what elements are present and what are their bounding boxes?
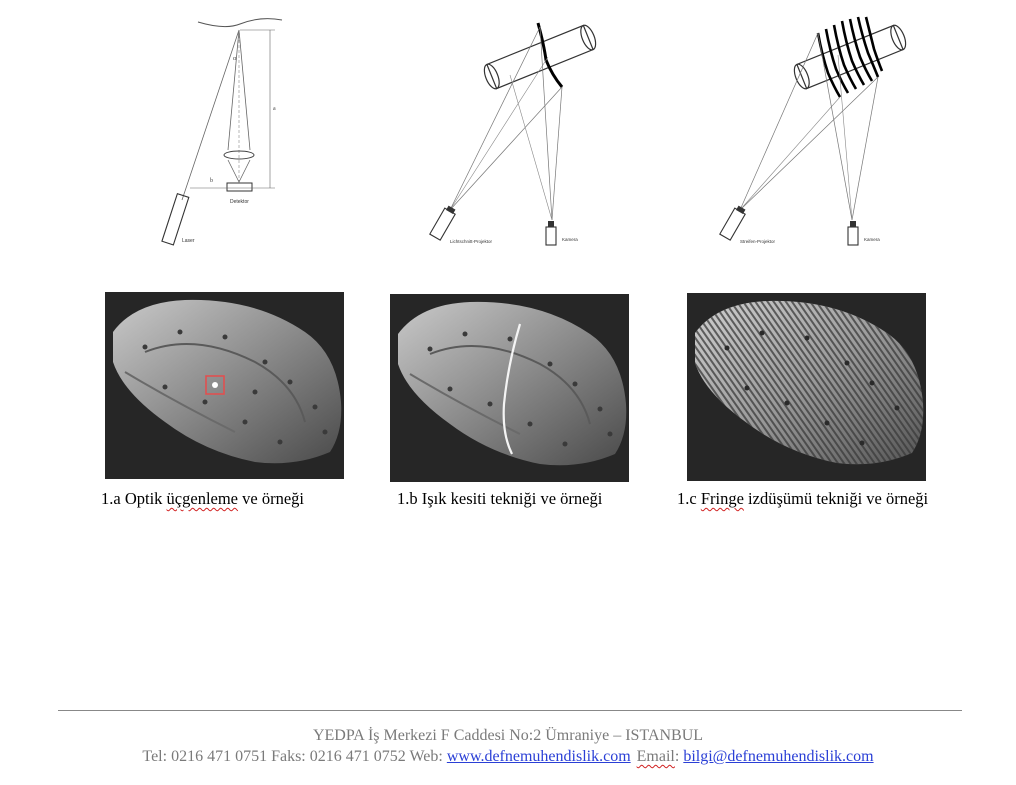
- website-link[interactable]: www.defnemuhendislik.com: [446, 748, 631, 765]
- caption-underlined-word: Fringe: [700, 489, 744, 508]
- caption-underlined-word: üçgenleme: [166, 489, 239, 508]
- light-section-diagram: [420, 15, 610, 255]
- triangulation-diagram: [150, 10, 310, 255]
- footer-divider: [58, 710, 962, 711]
- b-label: b: [210, 178, 213, 184]
- email-label: Email: [636, 748, 675, 765]
- caption-text: ve örneği: [238, 489, 304, 508]
- footer-phone-fax: Tel: 0216 471 0751 Faks: 0216 471 0752 Web:: [142, 748, 447, 765]
- email-separator: :: [674, 748, 684, 765]
- caption-fringe-projection: [677, 489, 928, 509]
- projector-label: Lichtschnitt-Projektor: [450, 239, 493, 244]
- car-scan-photo-c: [687, 293, 926, 481]
- footer-address: YEDPA İş Merkezi F Caddesi No:2 Ümraniye – ISTANBUL: [312, 727, 704, 744]
- email-link[interactable]: bilgi@defnemuhendislik.com: [683, 748, 874, 765]
- car-scan-photo-b: [390, 294, 629, 482]
- footer-contact: [0, 748, 1016, 766]
- camera-label: Kamera: [864, 237, 880, 242]
- caption-text: 1.a Optik: [101, 489, 167, 508]
- caption-triangulation: [101, 489, 304, 509]
- camera-label: Kamera: [562, 237, 578, 242]
- projector-label: Streifen-Projektor: [740, 239, 776, 244]
- caption-light-section: [397, 489, 602, 509]
- car-scan-photo-a: [105, 292, 344, 479]
- caption-text: izdüşümü tekniği ve örneği: [743, 489, 929, 508]
- caption-text: 1.c: [677, 489, 701, 508]
- a-label: a: [273, 106, 276, 112]
- caption-text: 1.b Işık kesiti tekniği ve örneği: [397, 489, 603, 508]
- detector-label: Detektor: [230, 199, 249, 205]
- laser-label: Laser: [182, 238, 195, 244]
- fringe-projection-diagram: [710, 15, 910, 255]
- alpha-label: α: [233, 56, 237, 62]
